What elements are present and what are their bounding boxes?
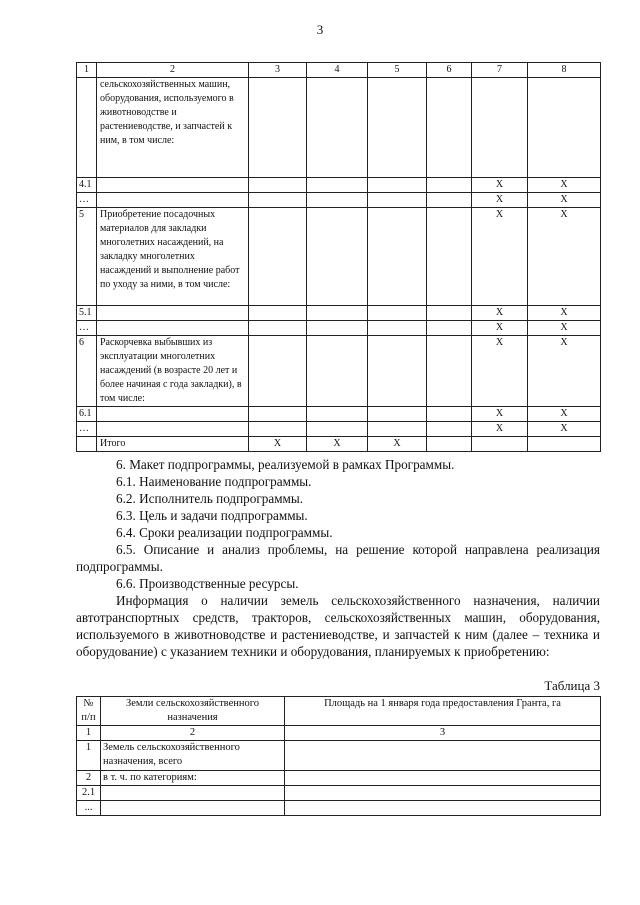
cell <box>285 786 601 801</box>
row-number: 5.1 <box>77 306 97 321</box>
row-number: ... <box>77 801 101 816</box>
table-row <box>77 801 601 816</box>
x-mark: X <box>528 407 601 422</box>
cell <box>249 407 307 422</box>
row-text <box>97 422 249 437</box>
column-number: 2 <box>101 726 285 741</box>
row-number: 5 <box>77 208 97 306</box>
cell <box>249 193 307 208</box>
cell <box>528 78 601 178</box>
x-mark: X <box>528 306 601 321</box>
cell <box>368 208 427 306</box>
cell <box>427 78 472 178</box>
row-number <box>77 437 97 452</box>
cell <box>368 178 427 193</box>
cell <box>427 321 472 336</box>
row-number: 4.1 <box>77 178 97 193</box>
x-mark: X <box>472 193 528 208</box>
section-heading: 6. Макет подпрограммы, реализуемой в рамках Программы. <box>116 457 455 472</box>
cell <box>368 193 427 208</box>
table-row <box>77 741 601 771</box>
cell <box>249 306 307 321</box>
total-label: Итого <box>97 437 249 452</box>
header-cell: 2 <box>97 63 249 78</box>
cell <box>307 193 368 208</box>
row-text: Земель сельскохозяйственного назначения, всего <box>101 741 285 771</box>
table-header-row <box>77 63 601 78</box>
row-text <box>97 193 249 208</box>
x-mark: X <box>472 321 528 336</box>
row-text: Раскорчевка выбывших из эксплуатации многолетних насаждений (в возрасте 20 лет и более начиная с года закладки), в том числе: <box>97 336 249 407</box>
subsection-item: 6.1. Наименование подпрограммы. <box>116 474 312 489</box>
subsection-item: 6.4. Сроки реализации подпрограммы. <box>116 525 333 540</box>
cell <box>427 193 472 208</box>
table-row <box>77 786 601 801</box>
body-paragraph: Информация о наличии земель сельскохозяйственного назначения, наличии автотранспортных средств, тракторов, сельскохозяйственных машин, оборудования, используемого в животноводстве и растениеводстве, и запчастей к ним (далее – техника и оборудование) с указанием техники и оборудования, планируемых к приобретению: <box>76 593 600 659</box>
cell <box>427 178 472 193</box>
row-number: 6 <box>77 336 97 407</box>
header-cell: 3 <box>249 63 307 78</box>
row-number: … <box>77 193 97 208</box>
cell <box>285 771 601 786</box>
cell <box>307 336 368 407</box>
cell <box>307 178 368 193</box>
cell <box>249 321 307 336</box>
cell <box>528 437 601 452</box>
cell <box>249 78 307 178</box>
x-mark: X <box>472 407 528 422</box>
cell <box>427 208 472 306</box>
x-mark: X <box>249 437 307 452</box>
row-number <box>77 78 97 178</box>
table-caption: Таблица 3 <box>544 678 600 693</box>
subsection-item: 6.5. Описание и анализ проблемы, на решение которой направлена реализация подпрограммы. <box>76 542 600 574</box>
cell <box>368 336 427 407</box>
total-row <box>77 437 601 452</box>
table-row <box>77 208 601 306</box>
x-mark: X <box>472 178 528 193</box>
row-text <box>101 801 285 816</box>
cell <box>249 208 307 306</box>
cell <box>307 422 368 437</box>
row-number: 1 <box>77 741 101 771</box>
x-mark: X <box>368 437 427 452</box>
cell <box>249 336 307 407</box>
cell <box>368 321 427 336</box>
cell <box>307 78 368 178</box>
table-row <box>77 178 601 193</box>
cell <box>285 801 601 816</box>
cell <box>368 422 427 437</box>
cell <box>368 78 427 178</box>
table-row <box>77 321 601 336</box>
row-text <box>101 786 285 801</box>
x-mark: X <box>472 208 528 306</box>
x-mark: X <box>528 193 601 208</box>
table-row <box>77 422 601 437</box>
column-number: 3 <box>285 726 601 741</box>
cell <box>307 407 368 422</box>
header-cell: 7 <box>472 63 528 78</box>
table-header-row <box>77 697 601 726</box>
x-mark: X <box>528 336 601 407</box>
resources-table <box>76 62 601 452</box>
row-number: 2 <box>77 771 101 786</box>
header-cell: Земли сельскохозяйственного назначения <box>101 697 285 726</box>
row-number: 6.1 <box>77 407 97 422</box>
row-text: Приобретение посадочных материалов для закладки многолетних насаждений, на закладку многолетних насаждений и выполнение работ по уходу за ними, в том числе: <box>97 208 249 306</box>
row-text <box>97 178 249 193</box>
header-cell: 4 <box>307 63 368 78</box>
x-mark: X <box>528 321 601 336</box>
cell <box>472 78 528 178</box>
table-row <box>77 407 601 422</box>
table-row <box>77 771 601 786</box>
header-cell: 8 <box>528 63 601 78</box>
x-mark: X <box>528 178 601 193</box>
row-text <box>97 321 249 336</box>
x-mark: X <box>528 208 601 306</box>
header-cell: 5 <box>368 63 427 78</box>
page-number: 3 <box>316 22 324 37</box>
cell <box>307 321 368 336</box>
x-mark: X <box>528 422 601 437</box>
row-number: … <box>77 422 97 437</box>
row-text: в т. ч. по категориям: <box>101 771 285 786</box>
cell <box>368 306 427 321</box>
column-number: 1 <box>77 726 101 741</box>
cell <box>285 741 601 771</box>
header-cell: № п/п <box>77 697 101 726</box>
cell <box>307 208 368 306</box>
x-mark: X <box>472 422 528 437</box>
x-mark: X <box>307 437 368 452</box>
subsection-item: 6.3. Цель и задачи подпрограммы. <box>116 508 308 523</box>
header-cell: Площадь на 1 января года предоставления Гранта, га <box>285 697 601 726</box>
row-text <box>97 407 249 422</box>
land-table <box>76 696 601 816</box>
subsection-item: 6.2. Исполнитель подпрограммы. <box>116 491 304 506</box>
row-number: … <box>77 321 97 336</box>
cell <box>307 306 368 321</box>
cell <box>249 422 307 437</box>
table-numbering-row <box>77 726 601 741</box>
cell <box>427 437 472 452</box>
header-cell: 1 <box>77 63 97 78</box>
subsection-item: 6.6. Производственные ресурсы. <box>116 576 299 591</box>
x-mark: X <box>472 336 528 407</box>
row-text: сельскохозяйственных машин, оборудования, используемого в животноводстве и растениеводстве, и запчастей к ним, в том числе: <box>97 78 249 178</box>
table-row <box>77 336 601 407</box>
header-cell: 6 <box>427 63 472 78</box>
cell <box>472 437 528 452</box>
table-row <box>77 78 601 178</box>
row-number: 2.1 <box>77 786 101 801</box>
x-mark: X <box>472 306 528 321</box>
table-row <box>77 306 601 321</box>
cell <box>427 407 472 422</box>
table-row <box>77 193 601 208</box>
cell <box>368 407 427 422</box>
cell <box>427 336 472 407</box>
cell <box>427 422 472 437</box>
cell <box>249 178 307 193</box>
row-text <box>97 306 249 321</box>
cell <box>427 306 472 321</box>
